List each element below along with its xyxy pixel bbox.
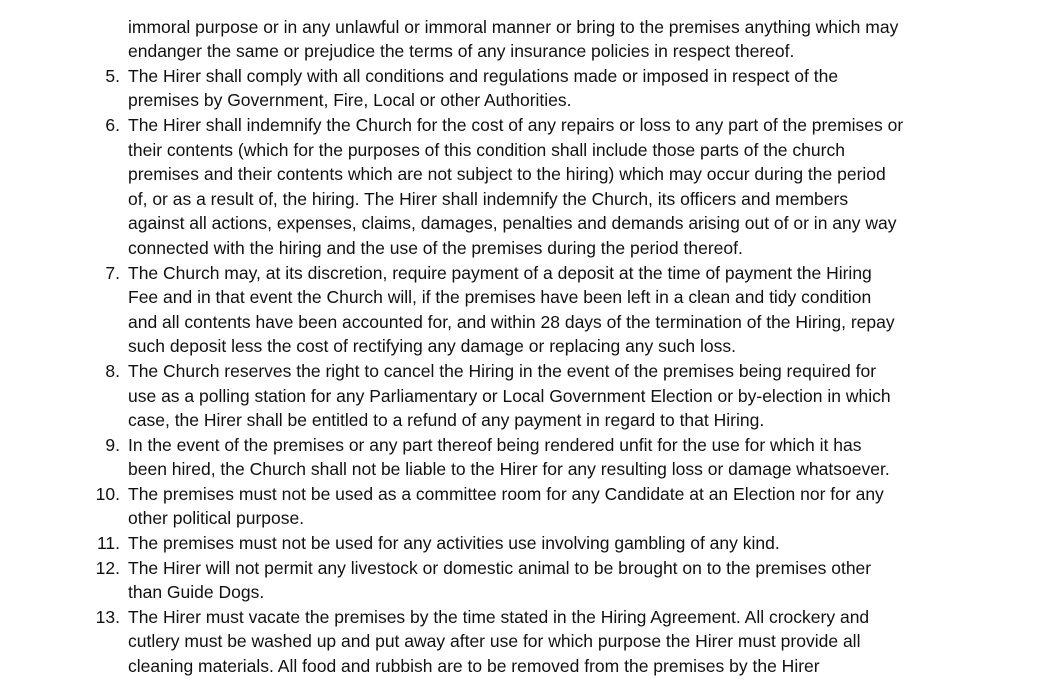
text-line: been hired, the Church shall not be liable to the Hirer for any resulting loss or damage whatsoever. xyxy=(128,459,890,480)
list-item xyxy=(0,64,1058,113)
item-text xyxy=(128,531,780,556)
list-item xyxy=(0,531,1058,556)
item-number: 11. xyxy=(96,533,120,554)
text-line: premises by Government, Fire, Local or other Authorities. xyxy=(128,90,572,111)
text-line: The Church may, at its discretion, require payment of a deposit at the time of payment the Hiring xyxy=(128,262,872,283)
text-line: connected with the hiring and the use of the premises during the period thereof. xyxy=(128,237,743,258)
text-line: against all actions, expenses, claims, damages, penalties and demands arising out of or in any way xyxy=(128,213,897,234)
list-item xyxy=(0,0,1058,64)
list-item xyxy=(0,556,1058,605)
text-line: cleaning materials. All food and rubbish are to be removed from the premises by the Hirer xyxy=(128,656,820,677)
text-line: and all contents have been accounted for, and within 28 days of the termination of the Hiring, repay xyxy=(128,311,895,332)
item-text xyxy=(128,261,895,359)
text-line: premises and their contents which are not subject to the hiring) which may occur during the period xyxy=(128,164,886,185)
item-number: 10. xyxy=(95,483,120,504)
text-line: their contents (which for the purposes of this condition shall include those parts of the church xyxy=(128,139,845,160)
item-text xyxy=(128,605,869,679)
text-line: such deposit less the cost of rectifying any damage or replacing any such loss. xyxy=(128,336,736,357)
text-line: The Hirer shall indemnify the Church for the cost of any repairs or loss to any part of the premises or xyxy=(128,114,904,135)
text-line: The Church reserves the right to cancel the Hiring in the event of the premises being required for xyxy=(128,360,877,381)
item-number: 5. xyxy=(105,65,120,86)
text-line: endanger the same or prejudice the terms of any insurance policies in respect thereof. xyxy=(128,41,795,62)
text-line: The Hirer must vacate the premises by the time stated in the Hiring Agreement. All crockery and xyxy=(128,606,870,627)
list-item xyxy=(0,482,1058,531)
list-item xyxy=(0,113,1058,261)
item-text xyxy=(128,64,838,113)
text-line: use as a polling station for any Parliamentary or Local Government Election or by-election in which xyxy=(128,385,891,406)
text-line: than Guide Dogs. xyxy=(128,582,265,603)
text-line: of, or as a result of, the hiring. The Hirer shall indemnify the Church, its officers and members xyxy=(128,188,849,209)
text-line: cutlery must be washed up and put away after use for which purpose the Hirer must provide all xyxy=(128,631,861,652)
item-text xyxy=(128,113,903,261)
item-number: 13. xyxy=(95,606,120,627)
item-text xyxy=(128,0,898,64)
text-line: immoral purpose or in any unlawful or immoral manner or bring to the premises anything which may xyxy=(128,16,899,37)
text-line xyxy=(128,0,898,15)
item-number: 9. xyxy=(105,434,120,455)
item-text xyxy=(128,556,871,605)
item-number: 8. xyxy=(105,360,120,381)
text-line: other political purpose. xyxy=(128,508,305,529)
item-number: 6. xyxy=(105,114,120,135)
text-line: Fee and in that event the Church will, if the premises have been left in a clean and tidy condition xyxy=(128,287,872,308)
list-item xyxy=(0,261,1058,359)
text-line: The Hirer will not permit any livestock or domestic animal to be brought on to the premises other xyxy=(128,557,872,578)
item-number: 7. xyxy=(105,262,120,283)
text-line: The premises must not be used as a committee room for any Candidate at an Election nor for any xyxy=(128,483,884,504)
text-line: In the event of the premises or any part thereof being rendered unfit for the use for which it has xyxy=(128,434,862,455)
item-text xyxy=(128,482,884,531)
text-line: The premises must not be used for any activities use involving gambling of any kind. xyxy=(128,533,780,554)
item-number: 12. xyxy=(95,557,120,578)
item-text xyxy=(128,359,891,433)
list-item xyxy=(0,433,1058,482)
list-item xyxy=(0,605,1058,679)
text-line: case, the Hirer shall be entitled to a refund of any payment in regard to that Hiring. xyxy=(128,410,765,431)
text-line: The Hirer shall comply with all conditions and regulations made or imposed in respect of the xyxy=(128,65,839,86)
list-item xyxy=(0,359,1058,433)
item-text xyxy=(128,433,890,482)
